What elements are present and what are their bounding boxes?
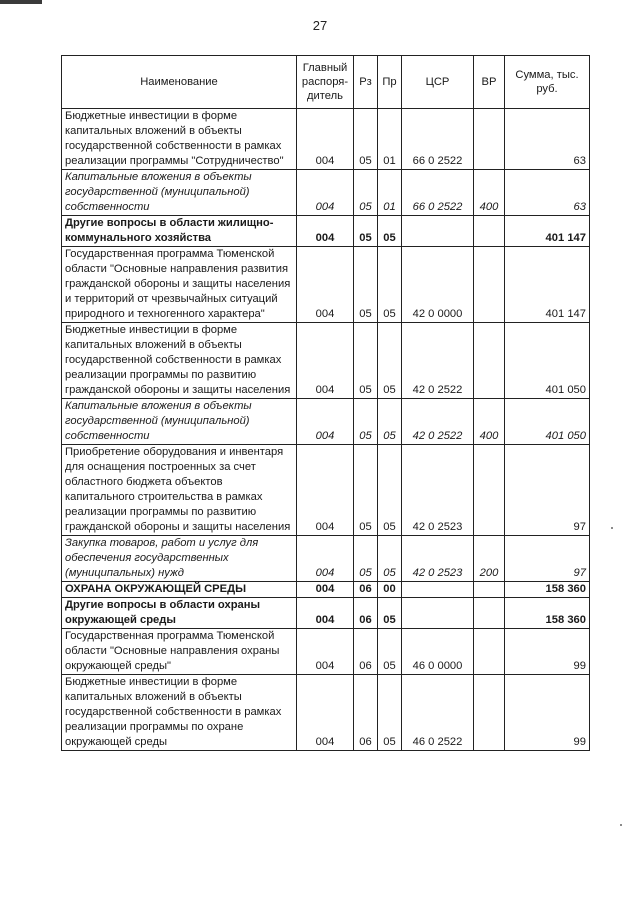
cell-rz: 05 — [354, 216, 378, 247]
cell-rz: 06 — [354, 582, 378, 598]
page-number: 27 — [312, 18, 328, 33]
cell-sum: 63 — [505, 109, 590, 170]
cell-rz: 05 — [354, 536, 378, 582]
header-grbs: Главный распоря-дитель — [297, 56, 354, 109]
cell-csr: 46 0 2522 — [402, 675, 474, 751]
cell-sum: 99 — [505, 675, 590, 751]
cell-csr: 42 0 2523 — [402, 536, 474, 582]
cell-name: Бюджетные инвестиции в форме капитальных вложений в объекты государственной собственности в рамках реализации программы "Сотрудничество" — [62, 109, 297, 170]
cell-name: Капитальные вложения в объекты государственной (муниципальной) собственности — [62, 170, 297, 216]
cell-grbs: 004 — [297, 109, 354, 170]
table-row — [62, 445, 590, 536]
cell-name: Другие вопросы в области охраны окружающей среды — [62, 598, 297, 629]
cell-pr: 01 — [378, 170, 402, 216]
cell-rz: 05 — [354, 170, 378, 216]
table-row — [62, 109, 590, 170]
cell-grbs: 004 — [297, 399, 354, 445]
table-body — [62, 109, 590, 751]
table-row — [62, 216, 590, 247]
cell-csr — [402, 598, 474, 629]
cell-sum: 97 — [505, 445, 590, 536]
cell-pr: 05 — [378, 536, 402, 582]
cell-csr: 42 0 0000 — [402, 247, 474, 323]
cell-pr: 05 — [378, 216, 402, 247]
cell-grbs: 004 — [297, 582, 354, 598]
cell-csr — [402, 216, 474, 247]
cell-name: Приобретение оборудования и инвентаря для оснащения построенных за счет областного бюджета объектов капитального строительства в рамках реализации программы по развитию гражданской обороны и защиты населения — [62, 445, 297, 536]
cell-name: Государственная программа Тюменской области "Основные направления охраны окружающей среды" — [62, 629, 297, 675]
header-csr: ЦСР — [402, 56, 474, 109]
cell-name: ОХРАНА ОКРУЖАЮЩЕЙ СРЕДЫ — [62, 582, 297, 598]
cell-csr: 42 0 2522 — [402, 323, 474, 399]
cell-grbs: 004 — [297, 675, 354, 751]
cell-pr: 05 — [378, 247, 402, 323]
header-pr: Пр — [378, 56, 402, 109]
cell-csr — [402, 582, 474, 598]
cell-vr — [474, 445, 505, 536]
cell-rz: 05 — [354, 445, 378, 536]
table-row — [62, 536, 590, 582]
cell-vr — [474, 675, 505, 751]
cell-vr: 200 — [474, 536, 505, 582]
cell-vr — [474, 247, 505, 323]
cell-grbs: 004 — [297, 216, 354, 247]
cell-rz: 05 — [354, 323, 378, 399]
cell-grbs: 004 — [297, 323, 354, 399]
budget-table — [61, 55, 590, 751]
cell-grbs: 004 — [297, 629, 354, 675]
header-name: Наименование — [62, 56, 297, 109]
cell-csr: 66 0 2522 — [402, 109, 474, 170]
cell-vr — [474, 598, 505, 629]
table-row — [62, 675, 590, 751]
cell-rz: 06 — [354, 675, 378, 751]
cell-name: Бюджетные инвестиции в форме капитальных вложений в объекты государственной собственности в рамках реализации программы по охране окружающей среды — [62, 675, 297, 751]
cell-csr: 42 0 2523 — [402, 445, 474, 536]
cell-pr: 00 — [378, 582, 402, 598]
cell-grbs: 004 — [297, 445, 354, 536]
cell-vr — [474, 582, 505, 598]
cell-sum: 158 360 — [505, 582, 590, 598]
cell-rz: 05 — [354, 247, 378, 323]
cell-name: Капитальные вложения в объекты государственной (муниципальной) собственности — [62, 399, 297, 445]
table-row — [62, 629, 590, 675]
cell-vr — [474, 109, 505, 170]
cell-sum: 99 — [505, 629, 590, 675]
cell-name: Другие вопросы в области жилищно-коммунального хозяйства — [62, 216, 297, 247]
cell-rz: 06 — [354, 629, 378, 675]
cell-rz: 05 — [354, 109, 378, 170]
header-sum: Сумма, тыс. руб. — [505, 56, 590, 109]
cell-name: Закупка товаров, работ и услуг для обеспечения государственных (муниципальных) нужд — [62, 536, 297, 582]
table-row — [62, 170, 590, 216]
table-row — [62, 247, 590, 323]
scan-speck — [611, 527, 613, 529]
cell-pr: 05 — [378, 629, 402, 675]
cell-pr: 05 — [378, 598, 402, 629]
cell-sum: 63 — [505, 170, 590, 216]
cell-sum: 401 050 — [505, 323, 590, 399]
cell-grbs: 004 — [297, 536, 354, 582]
cell-vr — [474, 629, 505, 675]
cell-grbs: 004 — [297, 247, 354, 323]
table-row — [62, 582, 590, 598]
header-rz: Рз — [354, 56, 378, 109]
table-row — [62, 399, 590, 445]
cell-csr: 42 0 2522 — [402, 399, 474, 445]
cell-pr: 05 — [378, 323, 402, 399]
scan-speck — [620, 824, 622, 826]
cell-sum: 401 147 — [505, 216, 590, 247]
cell-vr — [474, 216, 505, 247]
cell-rz: 05 — [354, 399, 378, 445]
cell-sum: 401 147 — [505, 247, 590, 323]
cell-csr: 66 0 2522 — [402, 170, 474, 216]
cell-rz: 06 — [354, 598, 378, 629]
header-vr: ВР — [474, 56, 505, 109]
cell-sum: 158 360 — [505, 598, 590, 629]
cell-name: Бюджетные инвестиции в форме капитальных вложений в объекты государственной собственности в рамках реализации программы по развитию гражданской обороны и защиты населения — [62, 323, 297, 399]
table-header-row — [62, 56, 590, 109]
cell-pr: 05 — [378, 445, 402, 536]
cell-grbs: 004 — [297, 170, 354, 216]
cell-grbs: 004 — [297, 598, 354, 629]
cell-vr: 400 — [474, 399, 505, 445]
cell-pr: 05 — [378, 399, 402, 445]
cell-pr: 05 — [378, 675, 402, 751]
cell-vr: 400 — [474, 170, 505, 216]
table-row — [62, 323, 590, 399]
cell-pr: 01 — [378, 109, 402, 170]
cell-csr: 46 0 0000 — [402, 629, 474, 675]
cell-sum: 401 050 — [505, 399, 590, 445]
cell-sum: 97 — [505, 536, 590, 582]
table-row — [62, 598, 590, 629]
cell-vr — [474, 323, 505, 399]
scan-edge-mark — [0, 0, 42, 4]
cell-name: Государственная программа Тюменской области "Основные направления развития гражданской обороны и защиты населения и территорий от чрезвычайных ситуаций природного и техногенного характера" — [62, 247, 297, 323]
